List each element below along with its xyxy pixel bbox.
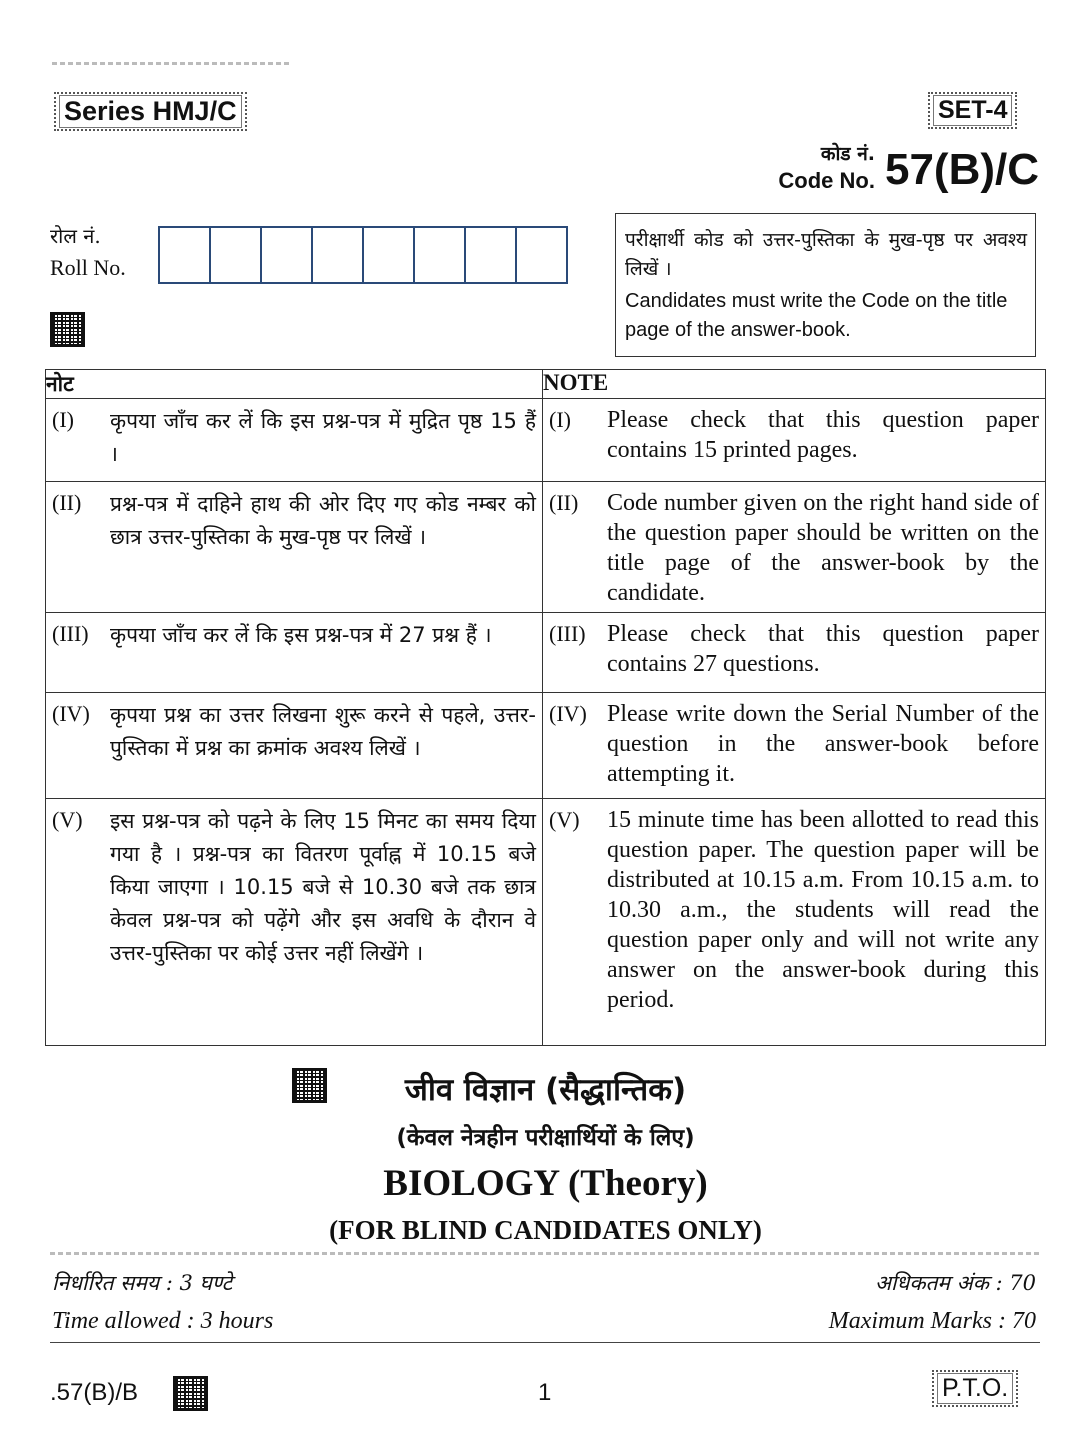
note-row — [46, 482, 1046, 613]
note-text-hi: प्रश्न-पत्र में दाहिने हाथ की ओर दिए गए कोड नम्बर को छात्र उत्तर-पुस्तिका के मुख-पृष्ठ पर लिखें । — [110, 492, 536, 549]
roll-label-en: Roll No. — [50, 255, 126, 280]
pto-box — [932, 1370, 1018, 1407]
note-text-hi: कृपया जाँच कर लें कि इस प्रश्न-पत्र में 27 प्रश्न हैं । — [110, 623, 492, 647]
page-number: 1 — [538, 1379, 552, 1406]
roll-digit-box[interactable] — [415, 228, 466, 282]
note-text-hi: कृपया प्रश्न का उत्तर लिखना शुरू करने से पहले, उत्तर-पुस्तिका में प्रश्न का क्रमांक अवश्य लिखें । — [110, 703, 536, 760]
security-microtext-top — [52, 62, 292, 65]
code-label-en: Code No. — [778, 168, 875, 193]
note-text-en: Code number given on the right hand side of the question paper should be written on the title page of the answer-book by the candidate. — [607, 490, 1039, 606]
max-marks-hi: अधिकतम अंक : 70 — [874, 1271, 1036, 1295]
note-number: (III) — [52, 621, 89, 646]
instruction-hi: परीक्षार्थी कोड को उत्तर-पुस्तिका के मुख-पृष्ठ पर अवश्य लिखें । — [625, 229, 1027, 280]
note-text-en: Please check that this question paper contains 15 printed pages. — [607, 407, 1039, 463]
note-text-hi: कृपया जाँच कर लें कि इस प्रश्न-पत्र में मुद्रित पृष्ठ 15 हैं । — [110, 409, 536, 466]
subject-title-hi: जीव विज्ञान (सैद्धान्तिक) — [404, 1072, 687, 1108]
subject-title-en: BIOLOGY (Theory) — [383, 1163, 708, 1204]
divider — [50, 1342, 1040, 1343]
roll-label-hi: रोल नं. — [50, 224, 101, 248]
time-allowed-en: Time allowed : 3 hours — [52, 1308, 274, 1334]
note-row — [46, 613, 1046, 693]
notes-header-en: NOTE — [543, 370, 1046, 399]
notes-header-row — [46, 370, 1046, 399]
series-box — [54, 92, 247, 131]
note-number: (II) — [52, 490, 82, 515]
roll-digit-box[interactable] — [466, 228, 517, 282]
set-box — [928, 92, 1017, 129]
roll-digit-box[interactable] — [517, 228, 566, 282]
note-text-hi: इस प्रश्न-पत्र को पढ़ने के लिए 15 मिनट का समय दिया गया है । प्रश्न-पत्र का वितरण पूर्वाह्न में 10.15 बजे किया जाएगा । 10.15 बजे से 10.30 बजे तक छात्र केवल प्रश्न-पत्र को पढ़ेंगे और इस अवधि के दौरान वे उत्तर-पुस्तिका पर कोई उत्तर नहीं लिखेंगे । — [110, 809, 536, 965]
notes-table — [45, 369, 1046, 1046]
roll-digit-box[interactable] — [160, 228, 211, 282]
note-number: (IV) — [52, 701, 90, 726]
roll-digit-box[interactable] — [211, 228, 262, 282]
max-marks-en: Maximum Marks : 70 — [828, 1308, 1036, 1334]
roll-digit-box[interactable] — [262, 228, 313, 282]
set-label: SET-4 — [933, 95, 1012, 126]
subject-subtitle-hi: (केवल नेत्रहीन परीक्षार्थियों के लिए) — [396, 1125, 695, 1151]
pto-label: P.T.O. — [937, 1373, 1013, 1404]
note-text-en: Please write down the Serial Number of the question in the answer-book before attempting it. — [607, 701, 1039, 787]
note-text-en: 15 minute time has been allotted to read this question paper. The question paper will be distributed at 10.15 a.m. From 10.15 a.m. to 10.30 a.m., the students will read the question paper only and will not write any answer on the answer-book during this period. — [607, 807, 1039, 1013]
note-number: (I) — [549, 407, 571, 432]
subject-subtitle-en: (FOR BLIND CANDIDATES ONLY) — [329, 1215, 762, 1245]
note-row — [46, 799, 1046, 1046]
note-number: (III) — [549, 621, 586, 646]
notes-header-hi: नोट — [46, 370, 543, 399]
security-microtext-middle — [50, 1252, 1040, 1255]
code-instruction-box — [615, 213, 1036, 357]
code-label-hi: कोड नं. — [820, 143, 875, 165]
roll-number-boxes[interactable] — [158, 226, 568, 284]
qr-code-icon — [50, 312, 85, 347]
instruction-en: Candidates must write the Code on the title page of the answer-book. — [625, 290, 1008, 341]
note-number: (V) — [52, 807, 83, 832]
time-allowed-hi: निर्धारित समय : 3 घण्टे — [52, 1271, 233, 1295]
note-number: (I) — [52, 407, 74, 432]
note-number: (II) — [549, 490, 579, 515]
note-number: (V) — [549, 807, 580, 832]
note-number: (IV) — [549, 701, 587, 726]
roll-label — [50, 220, 126, 284]
note-row — [46, 693, 1046, 799]
roll-digit-box[interactable] — [364, 228, 415, 282]
roll-digit-box[interactable] — [313, 228, 364, 282]
code-value: 57(B)/C — [884, 145, 1039, 194]
series-label: Series HMJ/C — [59, 95, 242, 128]
qr-code-icon — [173, 1376, 208, 1411]
footer-paper-code: .57(B)/B — [50, 1379, 139, 1406]
note-text-en: Please check that this question paper contains 27 questions. — [607, 621, 1039, 677]
note-row — [46, 399, 1046, 482]
code-number — [778, 142, 1039, 196]
